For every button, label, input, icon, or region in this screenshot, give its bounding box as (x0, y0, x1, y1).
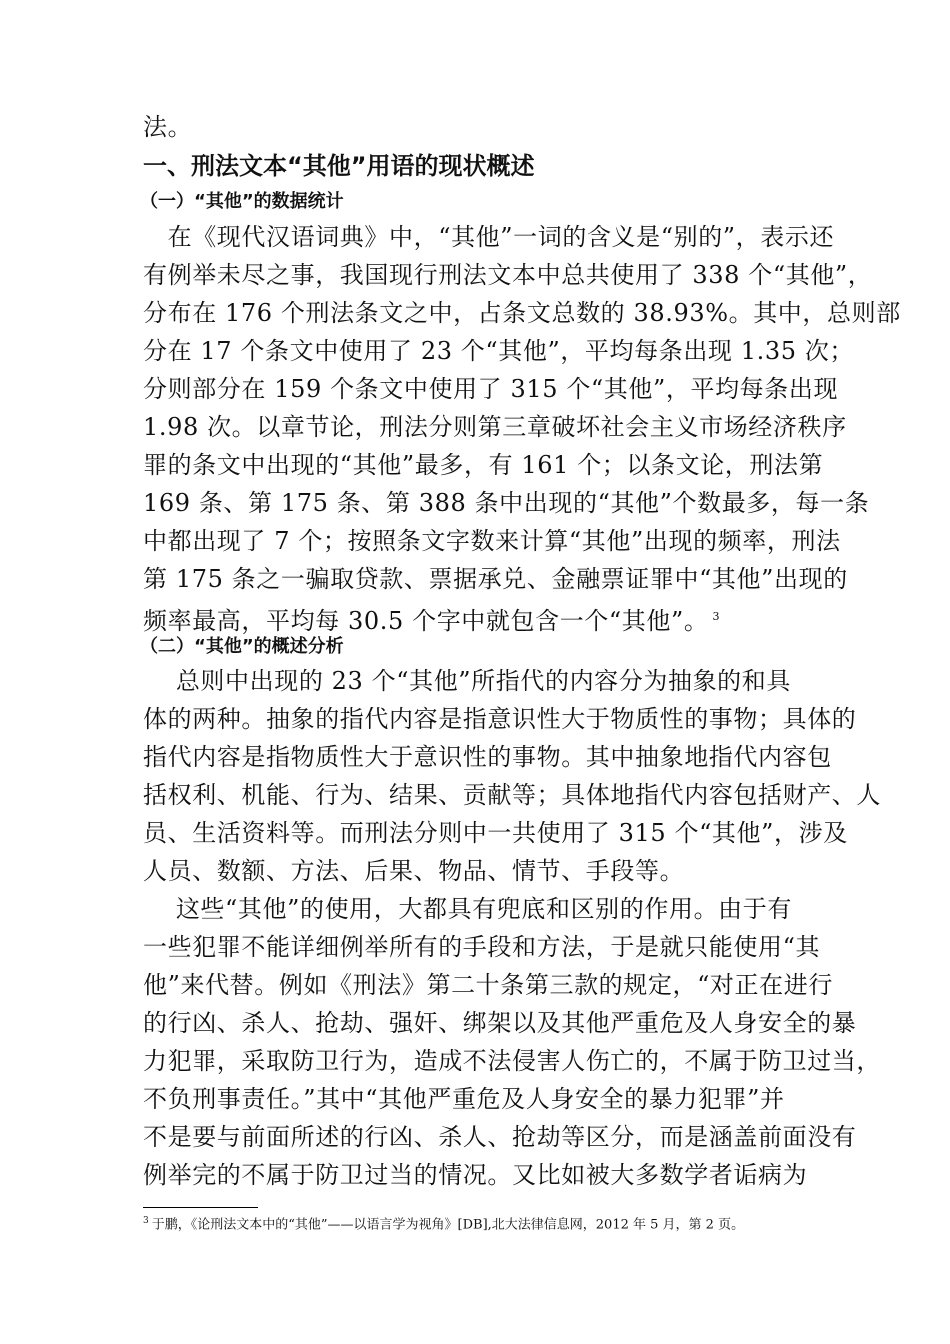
body-line: 他”来代替。例如《刑法》第二十条第三款的规定，“对正在进行 (143, 971, 833, 999)
body-line: 中都出现了 7 个；按照条文字数来计算“其他”出现的频率，刑法 (143, 527, 841, 555)
body-line: 在《现代汉语词典》中，“其他”一词的含义是“别的”，表示还 (143, 223, 835, 251)
body-line: 括权利、机能、行为、结果、贡献等；具体地指代内容包括财产、人 (143, 781, 881, 809)
heading-level-1: 一、刑法文本“其他”用语的现状概述 (143, 152, 535, 180)
section-2-heading: （二）“其他”的概述分析 (140, 636, 344, 657)
body-line: 人员、数额、方法、后果、物品、情节、手段等。 (143, 857, 685, 885)
body-line: 分则部分在 159 个条文中使用了 315 个“其他”，平均每条出现 (143, 375, 839, 403)
body-line: 法。 (143, 113, 193, 141)
body-line: 第 175 条之一骗取贷款、票据承兑、金融票证罪中“其他”出现的 (143, 565, 848, 593)
body-line: 指代内容是指物质性大于意识性的事物。其中抽象地指代内容包 (143, 743, 832, 771)
body-line: 不负刑事责任。”其中“其他严重危及人身安全的暴力犯罪”并 (143, 1085, 785, 1113)
body-line: 1.98 次。以章节论，刑法分则第三章破坏社会主义市场经济秩序 (143, 413, 847, 441)
body-line: 体的两种。抽象的指代内容是指意识性大于物质性的事物；具体的 (143, 705, 857, 733)
footnote-mark: 3 (143, 1216, 149, 1226)
body-line: 有例举未尽之事，我国现行刑法文本中总共使用了 338 个“其他”， (143, 261, 873, 289)
body-line: 的行凶、杀人、抢劫、强奸、绑架以及其他严重危及人身安全的暴 (143, 1009, 857, 1037)
body-line: 169 条、第 175 条、第 388 条中出现的“其他”个数最多，每一条 (143, 489, 870, 517)
body-line-with-footnote (143, 598, 823, 636)
body-line: 力犯罪，采取防卫行为，造成不法侵害人伤亡的，不属于防卫过当， (143, 1047, 881, 1075)
body-line: 分布在 176 个刑法条文之中，占条文总数的 38.93%。其中，总则部 (143, 299, 901, 327)
footnote (143, 1212, 744, 1234)
footnote-reference[interactable]: 3 (712, 610, 721, 623)
body-line: 分在 17 个条文中使用了 23 个“其他”，平均每条出现 1.35 次； (143, 337, 855, 365)
body-line: 员、生活资料等。而刑法分则中一共使用了 315 个“其他”，涉及 (143, 819, 848, 847)
body-line: 这些“其他”的使用，大都具有兜底和区别的作用。由于有 (143, 895, 792, 923)
footnote-separator (143, 1207, 258, 1208)
body-line-text: 频率最高，平均每 30.5 个字中就包含一个“其他”。 (143, 607, 709, 635)
body-line: 一些犯罪不能详细例举所有的手段和方法，于是就只能使用“其 (143, 933, 821, 961)
body-line: 总则中出现的 23 个“其他”所指代的内容分为抽象的和具 (143, 667, 791, 695)
footnote-text: 于鹏，《论刑法文本中的“其他”——以语言学为视角》[DB],北大法律信息网，2012 年 5 月，第 2 页。 (151, 1217, 745, 1233)
body-line: 不是要与前面所述的行凶、杀人、抢劫等区分，而是涵盖前面没有 (143, 1123, 857, 1151)
body-line: 例举完的不属于防卫过当的情况。又比如被大多数学者诟病为 (143, 1161, 808, 1189)
body-line: 罪的条文中出现的“其他”最多，有 161 个；以条文论，刑法第 (143, 451, 824, 479)
section-1-heading: （一）“其他”的数据统计 (140, 191, 344, 212)
